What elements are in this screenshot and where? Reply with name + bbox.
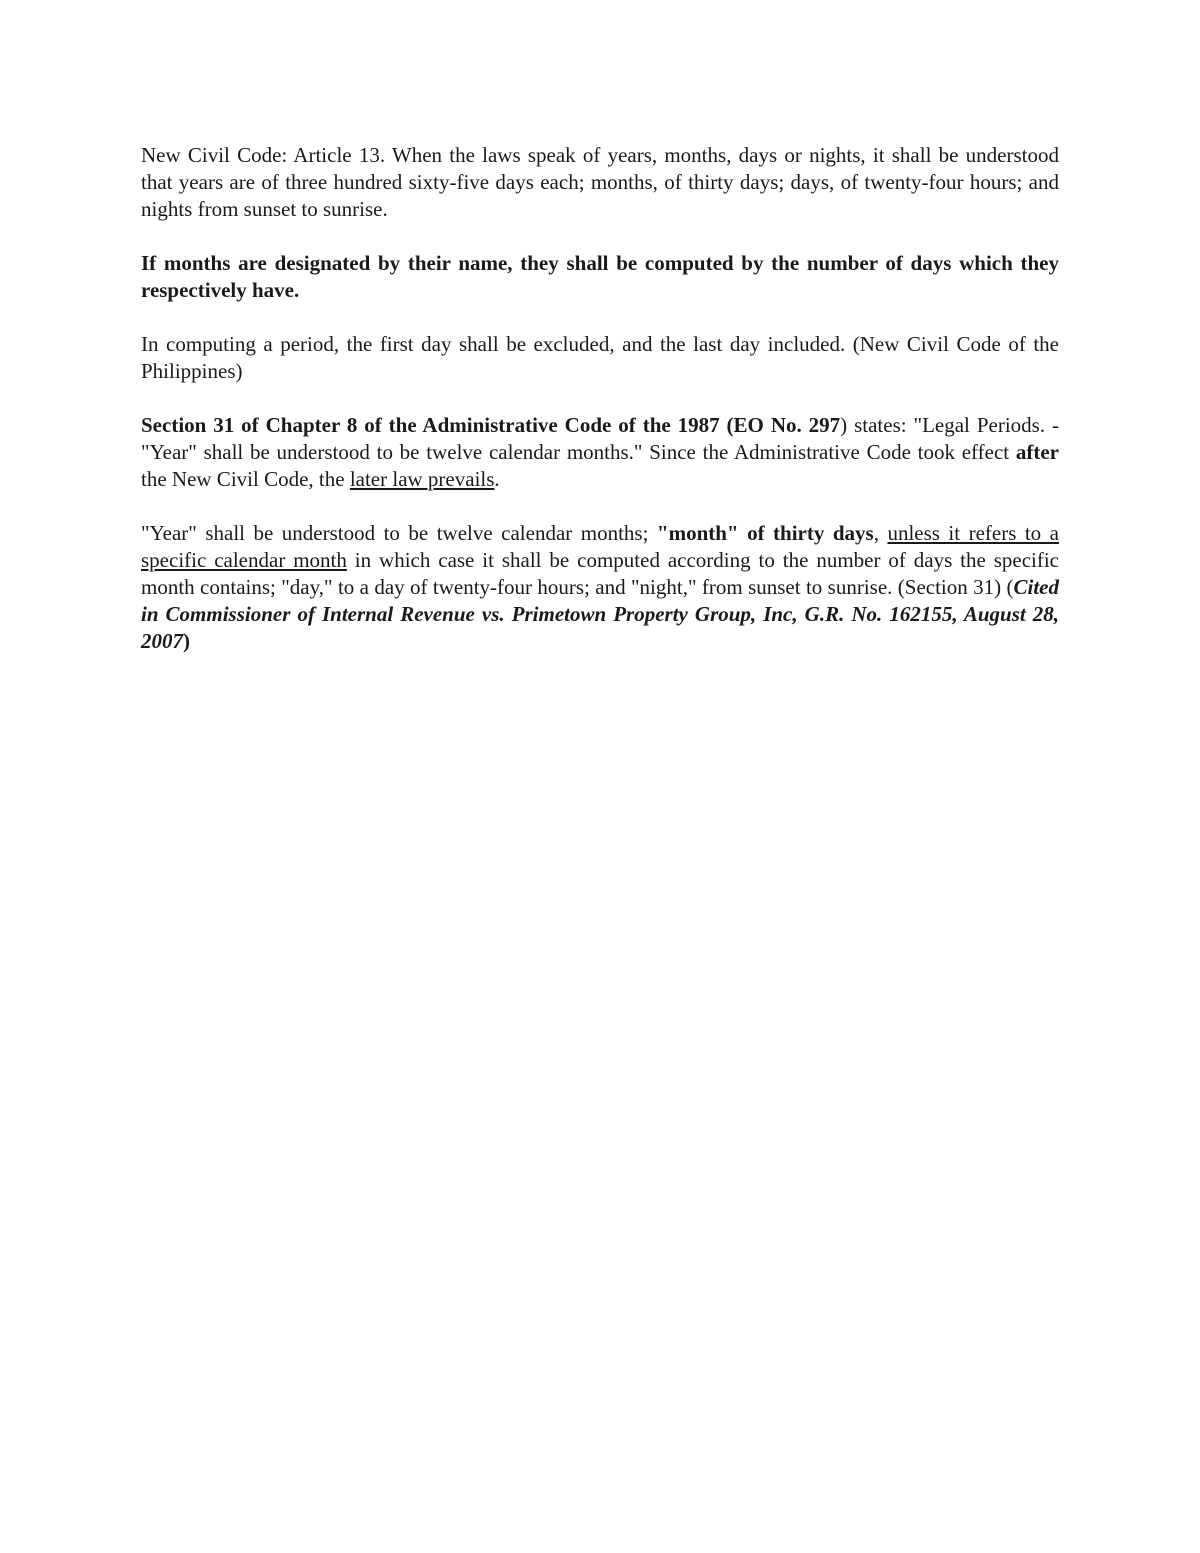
computing-period-text: In computing a period, the first day shall be excluded, and the last day included. (New Civil Code of the Philippines) [141,332,1059,383]
later-law-prevails: later law prevails [349,467,495,491]
paragraph-months-by-name [141,250,1059,304]
section-31-text-3: . [494,467,500,491]
citation-close: ) [183,629,190,653]
after-emphasis: after [1015,440,1059,464]
year-definition-text-2: , [873,521,888,545]
month-thirty-days: "month" of thirty days [656,521,874,545]
paragraph-year-definition [141,520,1059,655]
article-13-text: New Civil Code: Article 13. When the laws speak of years, months, days or nights, it shall be understood that years are of three hundred sixty-five days each; months, of thirty days; days, of twenty-four hours; and nights from sunset to sunrise. [141,143,1059,221]
section-31-text-2: the New Civil Code, the [141,467,350,491]
case-citation: Cited in Commissioner of Internal Revenue vs. Primetown Property Group, Inc, G.R. No. 162155, August 28, 2007 [141,575,1059,653]
paragraph-article-13 [141,142,1059,223]
paragraph-computing-period [141,331,1059,385]
unless-specific-month: unless it refers to a specific calendar month [141,521,1059,572]
document-page [141,142,1059,682]
year-definition-text-3: in which case it shall be computed according to the number of days the specific month contains; "day," to a day of twenty-four hours; and "night," from sunset to sunrise. (Section 31) ( [141,548,1060,599]
paragraph-section-31 [141,412,1059,493]
months-by-name-text: If months are designated by their name, they shall be computed by the number of days which they respectively have. [141,251,1059,302]
section-31-text-1: ) states: "Legal Periods. - "Year" shall be understood to be twelve calendar months." Since the Administrative Code took effect [141,413,1059,464]
section-31-heading: Section 31 of Chapter 8 of the Administrative Code of the 1987 (EO No. 297 [141,413,841,437]
year-definition-text-1: "Year" shall be understood to be twelve calendar months; [141,521,657,545]
